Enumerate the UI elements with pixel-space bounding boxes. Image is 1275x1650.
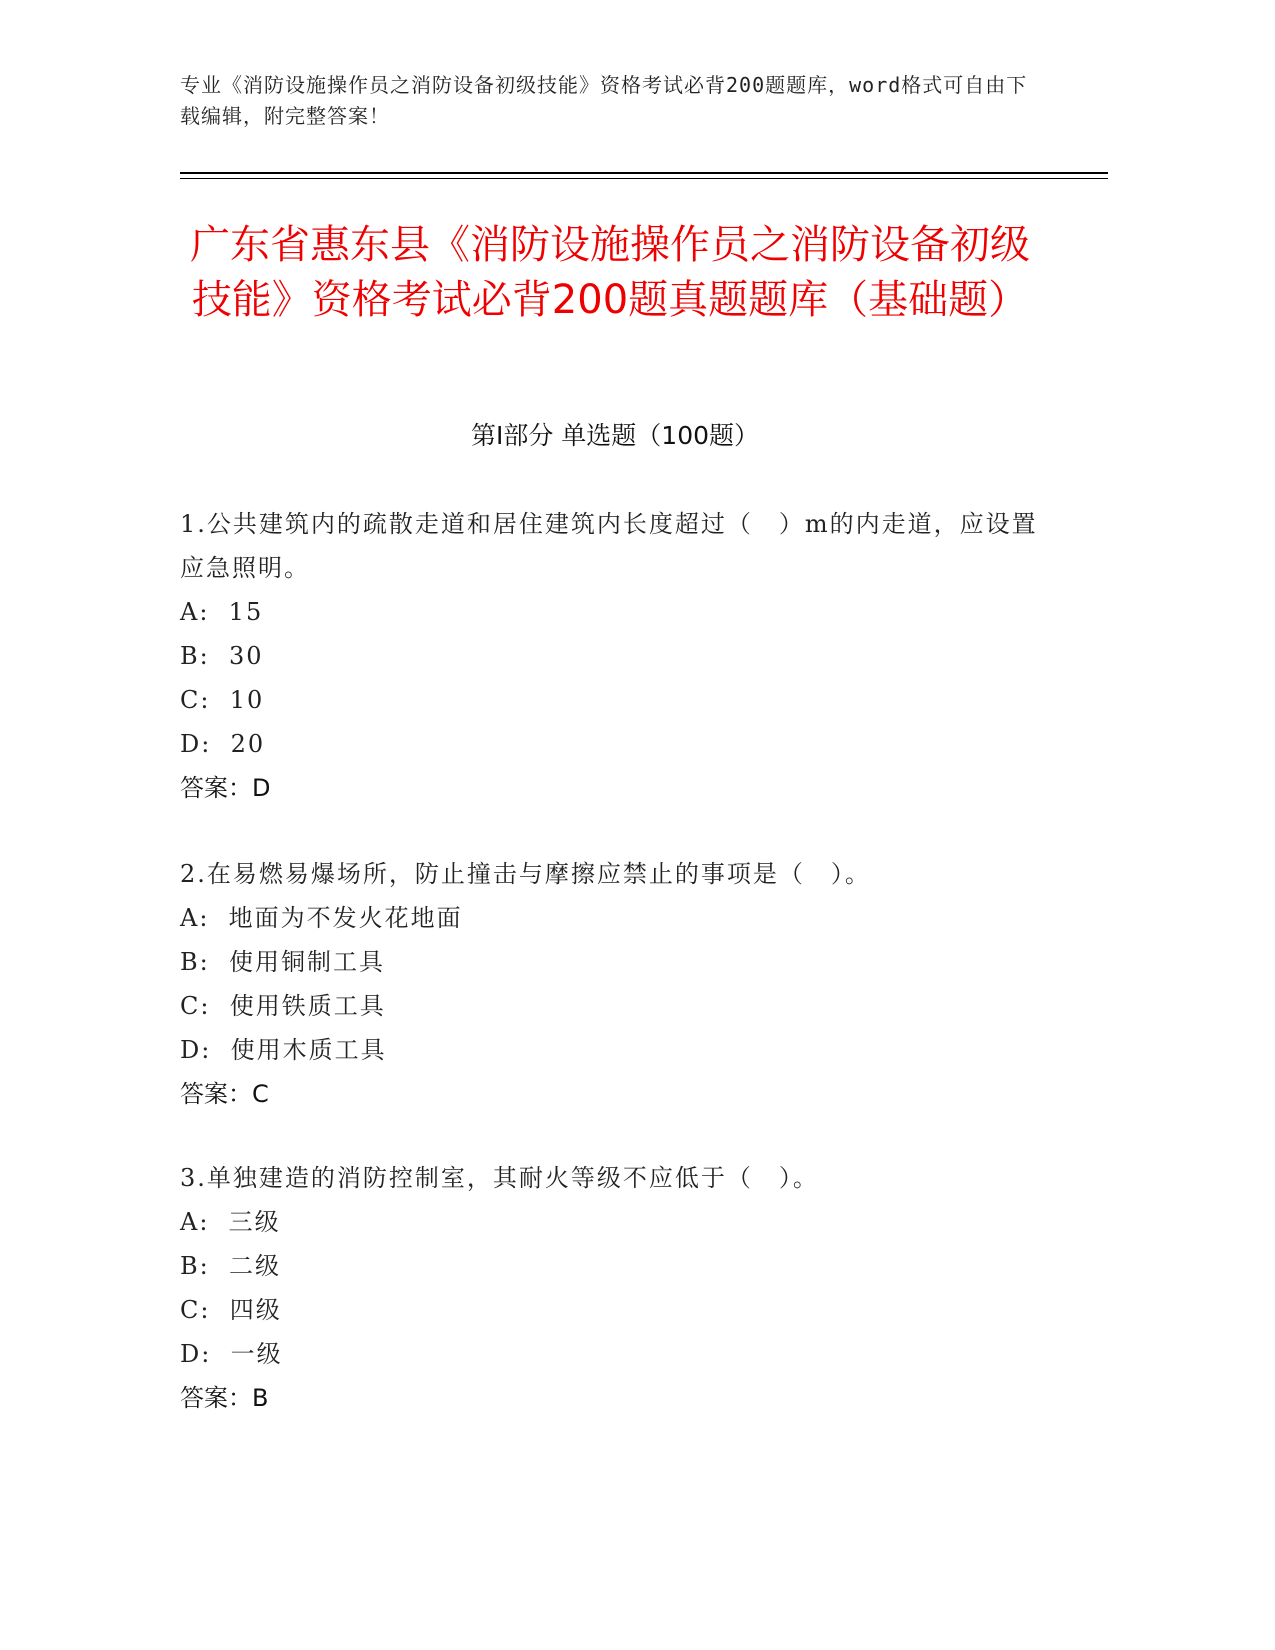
option-a: A: 地面为不发火花地面	[180, 904, 463, 932]
question-3	[180, 1156, 1050, 1420]
option-d: D: 一级	[180, 1340, 283, 1368]
section-title: 第I部分 单选题（100题）	[470, 421, 760, 450]
document-title: 广东省惠东县《消防设施操作员之消防设备初级技能》资格考试必背200题真题题库（基础题）	[190, 222, 1030, 323]
question-stem: 2.在易燃易爆场所，防止撞击与摩擦应禁止的事项是（ ）。	[180, 860, 871, 888]
answer-line: 答案：B	[180, 1384, 269, 1412]
header-note: 专业《消防设施操作员之消防设备初级技能》资格考试必背200题题库，word格式可自由下载编辑，附完整答案！	[180, 73, 1028, 128]
option-b: B: 30	[180, 642, 264, 670]
header-divider-thin	[180, 178, 1108, 179]
option-c: C: 四级	[180, 1296, 282, 1324]
option-c: C: 使用铁质工具	[180, 992, 386, 1020]
option-b: B: 使用铜制工具	[180, 948, 385, 976]
question-stem: 1.公共建筑内的疏散走道和居住建筑内长度超过（ ）m的内走道，应设置应急照明。	[180, 510, 1038, 582]
question-stem: 3.单独建造的消防控制室，其耐火等级不应低于（ ）。	[180, 1164, 819, 1192]
option-a: A: 15	[180, 598, 264, 626]
answer-line: 答案：D	[180, 774, 271, 802]
option-d: D: 使用木质工具	[180, 1036, 387, 1064]
answer-line: 答案：C	[180, 1080, 269, 1108]
question-1	[180, 502, 1050, 810]
header-divider-thick	[180, 172, 1108, 174]
option-d: D: 20	[180, 730, 266, 758]
option-c: C: 10	[180, 686, 265, 714]
option-a: A: 三级	[180, 1208, 281, 1236]
option-b: B: 二级	[180, 1252, 281, 1280]
question-2	[180, 852, 1050, 1116]
